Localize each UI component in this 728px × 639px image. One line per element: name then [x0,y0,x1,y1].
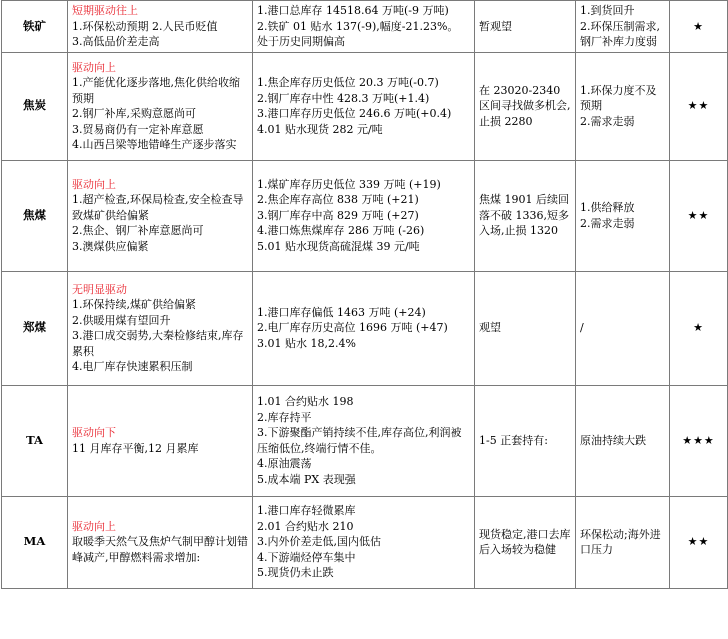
strategy-cell [475,1,576,53]
risk-cell-line: 2.需求走弱 [580,216,635,230]
drive-cell-line: 1.产能优化逐步落地,焦化供给收缩预期 [72,76,240,105]
strategy-cell [475,52,576,160]
data-cell-line: 1.01 合约贴水 198 [257,395,354,408]
data-cell [253,271,475,385]
drive-cell-line: 2.焦企、钢厂补库意愿尚可 [72,224,204,238]
commodity-name: MA [2,496,68,588]
data-cell-line: 3.01 贴水 18,2.4% [257,336,356,350]
risk-cell-line: 2.需求走弱 [580,114,635,128]
risk-cell [576,160,670,271]
risk-cell [576,385,670,496]
table-body [2,1,728,589]
data-cell [253,1,475,53]
strategy-cell [475,160,576,271]
table-row [2,1,728,53]
drive-cell-line: 1.环保持续,煤矿供给偏紧 [72,298,196,311]
data-cell-line: 5.成本端 PX 表现强 [257,472,356,486]
drive-cell [68,52,253,160]
table-row [2,496,728,588]
rating-stars: ★★ [670,496,728,588]
risk-cell-line: 1.到货回升 [580,4,635,17]
data-cell-line: 1.焦企库存历史低位 20.3 万吨(-0.7) [257,76,439,89]
strategy-cell [475,271,576,385]
data-cell [253,160,475,271]
drive-cell-line: 2.钢厂补库,采购意愿尚可 [72,107,196,120]
drive-cell-line: 11 月库存平衡,12 月累库 [72,441,199,455]
data-cell-line: 4.港口炼焦煤库存 286 万吨 (-26) [257,224,425,238]
data-cell-line: 4.下游端烃停车集中 [257,550,356,564]
risk-cell [576,52,670,160]
drive-cell-line: 4.电厂库存快速累积压制 [72,360,193,373]
rating-stars: ★ [670,271,728,385]
risk-cell-line: / [580,321,584,335]
drive-cell-line: 2.供暖用煤有望回升 [72,313,171,327]
risk-cell-line: 环保松动;海外进口压力 [580,527,661,556]
data-cell-line: 2.铁矿 01 贴水 137(-9),幅度-21.23%。 [257,19,459,33]
data-cell-line: 处于历史同期偏高 [257,35,345,48]
drive-cell-line: 3.高低品价差走高 [72,35,160,48]
data-cell-line: 5.现货仍未止跌 [257,566,334,580]
data-cell-line: 4.01 贴水现货 282 元/吨 [257,122,383,136]
drive-cell [68,1,253,53]
table-row [2,271,728,385]
drive-cell-line: 3.港口成交弱势,大秦检修结束,库存累积 [72,329,244,358]
strategy-cell [475,385,576,496]
drive-direction: 驱动向下 [72,426,116,439]
rating-stars: ★ [670,1,728,53]
risk-cell [576,271,670,385]
strategy-cell-line: 1-5 正套持有: [479,433,548,447]
rating-stars: ★★ [670,160,728,271]
data-cell-line: 2.钢厂库存中性 428.3 万吨(+1.4) [257,91,430,105]
drive-cell [68,271,253,385]
drive-cell-line: 1.超产检查,环保局检查,安全检查导致煤矿供给偏紧 [72,193,244,222]
risk-cell-line: 1.供给释放 [580,201,635,214]
table-row [2,385,728,496]
drive-cell [68,385,253,496]
data-cell-line: 3.内外价差走低,国内低估 [257,535,381,549]
data-cell-line: 2.电厂库存历史高位 1696 万吨 (+47) [257,321,448,335]
data-cell-line: 3.钢厂库存中高 829 万吨 (+27) [257,208,419,222]
risk-cell-line: 1.环保力度不及预期 [580,83,657,113]
data-cell [253,496,475,588]
strategy-cell [475,496,576,588]
commodity-name: 焦炭 [2,52,68,160]
data-cell-line: 1.煤矿库存历史低位 339 万吨 (+19) [257,177,441,191]
rating-stars: ★★ [670,52,728,160]
risk-cell-line: 原油持续大跌 [580,433,646,447]
data-cell-line: 2.01 合约贴水 210 [257,519,354,533]
data-cell-line: 5.01 贴水现货高硫混煤 39 元/吨 [257,239,420,253]
data-cell-line: 2.库存持平 [257,410,312,424]
strategy-cell-line: 暂观望 [479,19,512,33]
strategy-cell-line: 在 23020-2340 区间寻找做多机会,止损 2280 [479,83,571,128]
drive-cell [68,160,253,271]
drive-direction: 驱动向上 [72,177,116,191]
commodity-name: 铁矿 [2,1,68,53]
data-cell-line: 1.港口库存轻微累库 [257,504,356,518]
strategy-cell-line: 现货稳定,港口去库后入场较为稳健 [479,527,571,556]
drive-cell-line: 取暖季天然气及焦炉气制甲醇计划错峰减产,甲醇燃料需求增加: [72,535,248,564]
strategy-cell-line: 焦煤 1901 后续回落不破 1336,短多入场,止损 1320 [479,193,569,238]
drive-cell [68,496,253,588]
drive-cell-line: 1.环保松动预期 2.人民币贬值 [72,19,218,33]
data-cell [253,52,475,160]
data-cell-line: 1.港口库存偏低 1463 万吨 (+24) [257,305,426,319]
drive-cell-line: 4.山西吕梁等地错峰生产逐步落实 [72,138,237,151]
commodity-name: TA [2,385,68,496]
table-row [2,160,728,271]
data-cell [253,385,475,496]
commodity-name: 焦煤 [2,160,68,271]
drive-direction: 驱动向上 [72,60,116,74]
table-row [2,52,728,160]
data-cell-line: 2.焦企库存高位 838 万吨 (+21) [257,193,419,207]
data-cell-line: 3.港口库存历史低位 246.6 万吨(+0.4) [257,107,452,120]
risk-cell [576,496,670,588]
futures-strategy-table [1,0,728,589]
drive-cell-line: 3.澳煤供应偏紧 [72,239,149,253]
strategy-cell-line: 观望 [479,321,501,335]
commodity-name: 郑煤 [2,271,68,385]
risk-cell [576,1,670,53]
risk-cell-line: 2.环保压制需求,钢厂补库力度弱 [580,19,660,48]
data-cell-line: 3.下游聚酯产销持续不佳,库存高位,利润被压缩低位,终端行情不佳。 [257,426,462,455]
drive-cell-line: 3.贸易商仍有一定补库意愿 [72,122,204,136]
data-cell-line: 1.港口总库存 14518.64 万吨(-9 万吨) [257,4,449,17]
drive-direction: 驱动向上 [72,519,116,533]
data-cell-line: 4.原油震荡 [257,457,312,470]
rating-stars: ★★★ [670,385,728,496]
drive-direction: 短期驱动往上 [72,4,138,17]
drive-direction: 无明显驱动 [72,282,127,296]
